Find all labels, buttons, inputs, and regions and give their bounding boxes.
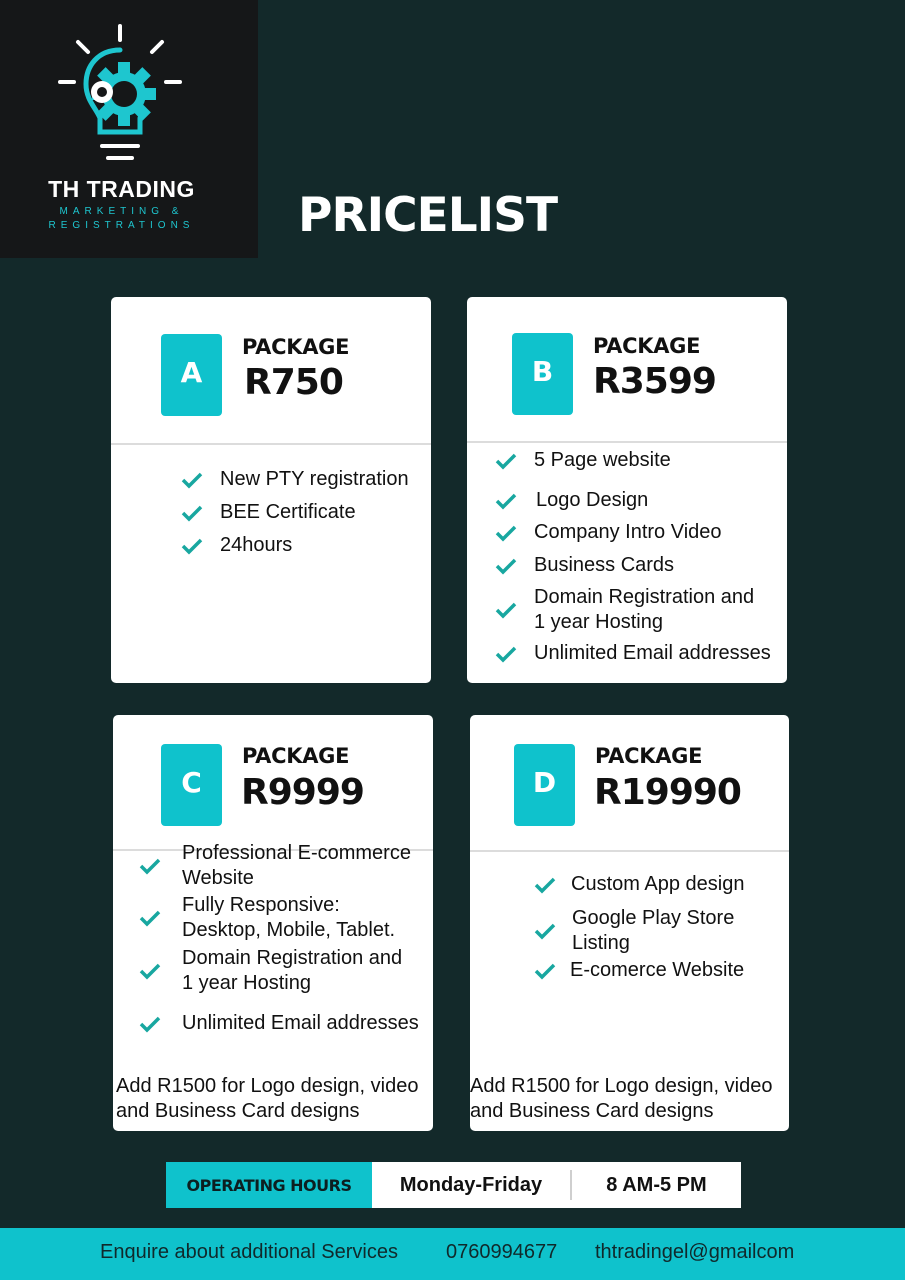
operating-hours-bar (166, 1162, 741, 1208)
package-letter-badge: B (512, 333, 573, 415)
feature-item: Google Play Store Listing (534, 906, 734, 956)
feature-item: E-comerce Website (534, 958, 744, 983)
check-icon (495, 557, 517, 575)
package-letter-badge: A (161, 334, 222, 416)
check-icon (495, 645, 517, 663)
check-icon (534, 922, 556, 940)
package-label: PACKAGE (242, 744, 350, 768)
package-letter-badge: D (514, 744, 575, 826)
page-title: PRICELIST (298, 188, 558, 243)
check-icon (495, 492, 517, 510)
package-price: R9999 (241, 772, 364, 813)
package-card-a (111, 297, 431, 683)
contact-footer (0, 1228, 905, 1280)
operating-days: Monday-Friday (399, 1173, 543, 1196)
feature-item: Business Cards (495, 553, 674, 578)
check-icon (139, 857, 161, 875)
feature-item: Domain Registration and 1 year Hosting (139, 946, 402, 996)
package-price: R750 (244, 362, 343, 403)
check-icon (139, 962, 161, 980)
check-icon (495, 452, 517, 470)
operating-hours-label: OPERATING HOURS (166, 1162, 372, 1208)
feature-item: Logo Design (495, 488, 648, 513)
package-label: PACKAGE (242, 335, 350, 359)
check-icon (534, 962, 556, 980)
package-price: R19990 (594, 772, 741, 813)
brand-subtitle-line1: MARKETING & (59, 206, 184, 217)
check-icon (139, 1015, 161, 1033)
package-price: R3599 (593, 361, 716, 402)
addon-note: Add R1500 for Logo design, video and Business Card designs (116, 1075, 419, 1122)
check-icon (495, 524, 517, 542)
package-letter-badge: C (161, 744, 222, 826)
check-icon (181, 537, 203, 555)
check-icon (139, 909, 161, 927)
feature-item: 5 Page website (495, 448, 671, 473)
package-card-c (113, 715, 433, 1131)
card-divider (111, 443, 431, 445)
email-address[interactable]: thtradingel@gmailcom (595, 1241, 795, 1263)
feature-item: New PTY registration (181, 467, 409, 492)
check-icon (181, 504, 203, 522)
package-label: PACKAGE (593, 334, 701, 358)
phone-number[interactable]: 0760994677 (446, 1241, 558, 1263)
operating-time: 8 AM-5 PM (606, 1173, 707, 1196)
feature-item: Fully Responsive: Desktop, Mobile, Tablet. (139, 893, 395, 943)
logo-block (0, 0, 258, 258)
card-divider (467, 441, 787, 443)
feature-item: Unlimited Email addresses (495, 641, 771, 666)
check-icon (534, 876, 556, 894)
card-divider (470, 850, 789, 852)
feature-item: Unlimited Email addresses (139, 1011, 419, 1036)
lightbulb-gear-icon (52, 20, 192, 170)
package-card-b (467, 297, 787, 683)
package-card-d (470, 715, 789, 1131)
enquire-text: Enquire about additional Services (100, 1241, 398, 1263)
feature-item: BEE Certificate (181, 500, 356, 525)
feature-item: 24hours (181, 533, 292, 558)
package-label: PACKAGE (595, 744, 703, 768)
check-icon (495, 601, 517, 619)
addon-note: Add R1500 for Logo design, video and Business Card designs (470, 1075, 773, 1122)
check-icon (181, 471, 203, 489)
feature-item: Custom App design (534, 872, 744, 897)
brand-name: TH TRADING (48, 176, 195, 202)
feature-item: Company Intro Video (495, 520, 722, 545)
feature-item: Domain Registration and 1 year Hosting (495, 585, 754, 635)
feature-item: Professional E-commerce Website (139, 841, 411, 891)
brand-subtitle-line2: REGISTRATIONS (48, 220, 195, 231)
